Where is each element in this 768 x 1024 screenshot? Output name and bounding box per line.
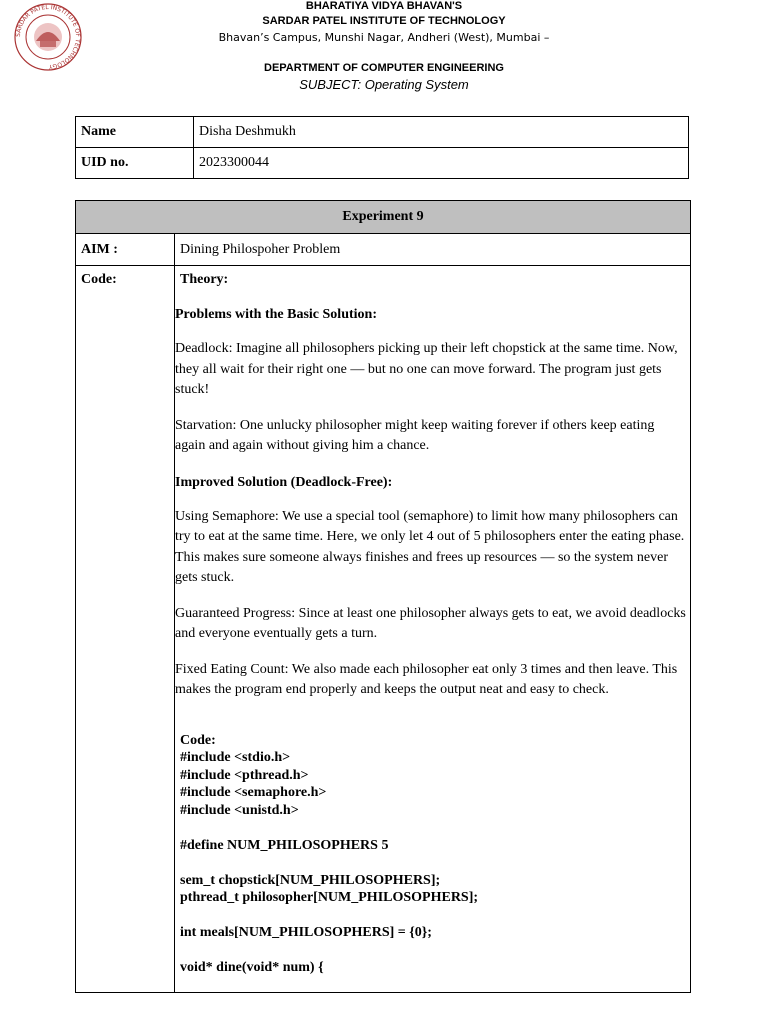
- header-trust-name: BHARATIYA VIDYA BHAVAN'S: [305, 0, 463, 12]
- aim-label: AIM :: [76, 234, 175, 266]
- fixed-count-paragraph: Fixed Eating Count: We also made each philosopher eat only 3 times and then leave. This makes the program end properly and keeps the output neat and easy to check.: [175, 661, 678, 697]
- header-institute-name: SARDAR PATEL INSTITUTE OF TECHNOLOGY: [262, 15, 506, 27]
- uid-label: UID no.: [76, 148, 194, 179]
- header-address: Bhavan’s Campus, Munshi Nagar, Andheri (West), Mumbai –: [218, 31, 550, 44]
- deadlock-paragraph: Deadlock: Imagine all philosophers picking up their left chopstick at the same time. Now, they all wait for their right one — but no one can move forward. The program just gets stuck!: [175, 341, 678, 397]
- header-department: DEPARTMENT OF COMPUTER ENGINEERING: [264, 62, 504, 74]
- starvation-paragraph: Starvation: One unlucky philosopher might keep waiting forever if others keep eating again and again without giving him a chance.: [175, 417, 655, 453]
- semaphore-paragraph: Using Semaphore: We use a special tool (semaphore) to limit how many philosophers can try to eat at the same time. Here, we only let 4 out of 5 philosophers enter the eating phase. This makes sure someone always finishes and frees up resources — so the system never gets stuck.: [175, 508, 685, 585]
- code-blank-line: [180, 819, 690, 837]
- code-line: pthread_t philosopher[NUM_PHILOSOPHERS];: [180, 890, 479, 905]
- improved-heading: Improved Solution (Deadlock-Free):: [175, 474, 393, 490]
- code-line: void* dine(void* num) {: [180, 960, 324, 975]
- name-row: [76, 117, 689, 148]
- code-line: #include <stdio.h>: [180, 750, 291, 765]
- code-heading: Code:: [180, 732, 216, 748]
- aim-row: [76, 234, 691, 266]
- code-blank-line: [180, 907, 690, 925]
- name-label: Name: [76, 117, 194, 148]
- problems-heading: Problems with the Basic Solution:: [175, 307, 377, 322]
- code-line: #include <semaphore.h>: [180, 785, 327, 800]
- code-row: [76, 266, 691, 993]
- theory-label: Theory:: [180, 272, 229, 287]
- code-line: int meals[NUM_PHILOSOPHERS] = {0};: [180, 925, 432, 940]
- code-cell: [175, 266, 691, 993]
- experiment-title: Experiment 9: [76, 201, 691, 234]
- code-line: #include <unistd.h>: [180, 802, 299, 818]
- experiment-table: [75, 200, 691, 993]
- student-info-table: [75, 116, 689, 179]
- code-line: #include <pthread.h>: [180, 767, 309, 783]
- uid-row: [76, 148, 689, 179]
- code-label: Code:: [76, 266, 175, 993]
- code-line: #define NUM_PHILOSOPHERS 5: [180, 837, 389, 853]
- header-subject: SUBJECT: Operating System: [299, 77, 469, 92]
- name-value: Disha Deshmukh: [194, 117, 689, 148]
- code-line: sem_t chopstick[NUM_PHILOSOPHERS];: [180, 872, 441, 888]
- svg-text:SARDAR PATEL INSTITUTE OF TECH: SARDAR PATEL INSTITUTE OF TECHNOLOGY: [14, 3, 82, 71]
- code-blank-line: [180, 854, 690, 872]
- progress-paragraph: Guaranteed Progress: Since at least one philosopher always gets to eat, we avoid deadlocks and everyone eventually gets a turn.: [175, 605, 686, 641]
- uid-value: 2023300044: [194, 148, 689, 179]
- aim-value: Dining Philospoher Problem: [175, 234, 691, 266]
- code-blank-line: [180, 942, 690, 960]
- code-block: [180, 732, 690, 977]
